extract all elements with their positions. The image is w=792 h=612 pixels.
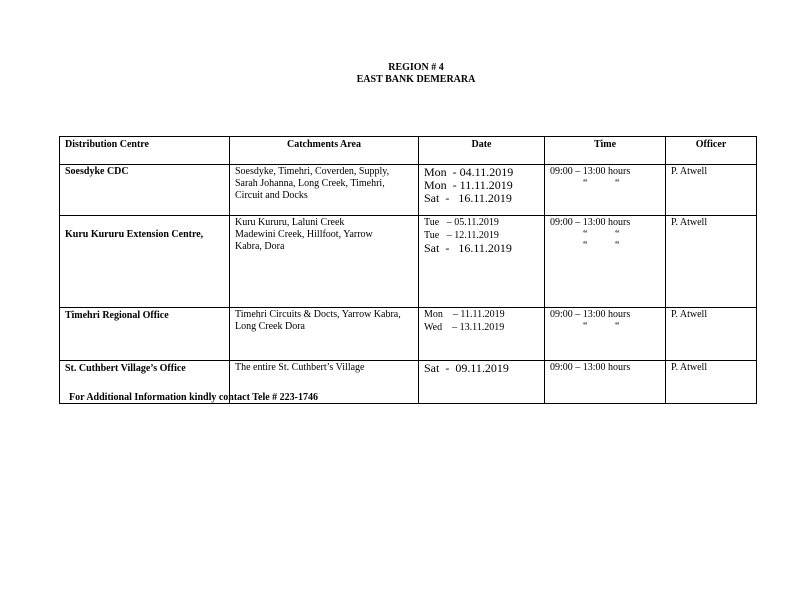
contact-footer: For Additional Information kindly contact Tele # 223-1746: [69, 392, 319, 403]
ditto-mark: “ “: [583, 240, 620, 251]
ditto-mark: “ “: [583, 321, 620, 332]
time-cell: [545, 216, 666, 308]
date-line: Sat - 16.11.2019: [424, 241, 512, 255]
header-officer: Officer: [666, 137, 757, 165]
time-line: 09:00 – 13:00 hours: [550, 362, 631, 373]
date-line: Mon - 11.11.2019: [424, 178, 513, 192]
header-catchments-area: Catchments Area: [230, 137, 419, 165]
date-cell: [419, 361, 545, 404]
officer-cell: P. Atwell: [666, 216, 757, 308]
officer-cell: P. Atwell: [666, 308, 757, 361]
date-line: Wed – 13.11.2019: [424, 321, 505, 333]
date-line: Mon – 11.11.2019: [424, 309, 505, 320]
time-line: 09:00 – 13:00 hours: [550, 309, 631, 320]
distribution-schedule-table: [59, 136, 757, 404]
officer-cell: P. Atwell: [666, 361, 757, 404]
time-cell: [545, 165, 666, 216]
header-time: Time: [545, 137, 666, 165]
area-heading: EAST BANK DEMERARA: [356, 74, 476, 85]
distribution-centre-cell: Soesdyke CDC: [60, 165, 230, 216]
date-line: Tue – 12.11.2019: [424, 229, 499, 241]
date-line: Sat - 09.11.2019: [424, 361, 509, 375]
date-line: Tue – 05.11.2019: [424, 217, 499, 228]
table-header-row: [60, 137, 757, 165]
table-row: [60, 216, 757, 308]
ditto-mark: “ “: [583, 229, 620, 240]
time-line: 09:00 – 13:00 hours: [550, 166, 631, 177]
catchment-line: Kabra, Dora: [235, 241, 285, 252]
catchment-cell: The entire St. Cuthbert’s Village: [230, 361, 419, 404]
header-distribution-centre: Distribution Centre: [60, 137, 230, 165]
region-heading: REGION # 4: [388, 62, 444, 73]
catchment-cell: Soesdyke, Timehri, Coverden, Supply, Sarah Johanna, Long Creek, Timehri, Circuit and Docks: [230, 165, 419, 216]
distribution-centre-cell: St. Cuthbert Village’s Office: [60, 361, 230, 404]
officer-cell: P. Atwell: [666, 165, 757, 216]
catchment-line: Kuru Kururu, Laluni Creek: [235, 217, 345, 228]
ditto-mark: “ “: [583, 178, 620, 189]
catchment-line: Madewini Creek, Hillfoot, Yarrow: [235, 229, 373, 240]
time-line: 09:00 – 13:00 hours: [550, 217, 631, 228]
catchment-cell: Timehri Circuits & Docts, Yarrow Kabra, Long Creek Dora: [230, 308, 419, 361]
date-cell: [419, 216, 545, 308]
time-cell: [545, 361, 666, 404]
date-line: Mon - 04.11.2019: [424, 165, 514, 179]
date-cell: [419, 308, 545, 361]
header-date: Date: [419, 137, 545, 165]
time-cell: [545, 308, 666, 361]
date-cell: [419, 165, 545, 216]
catchment-cell: [230, 216, 419, 308]
table-row: [60, 165, 757, 216]
distribution-centre-cell: Kuru Kururu Extension Centre,: [60, 216, 230, 308]
date-line: Sat - 16.11.2019: [424, 191, 512, 205]
distribution-centre-cell: Timehri Regional Office: [60, 308, 230, 361]
table-row: [60, 308, 757, 361]
